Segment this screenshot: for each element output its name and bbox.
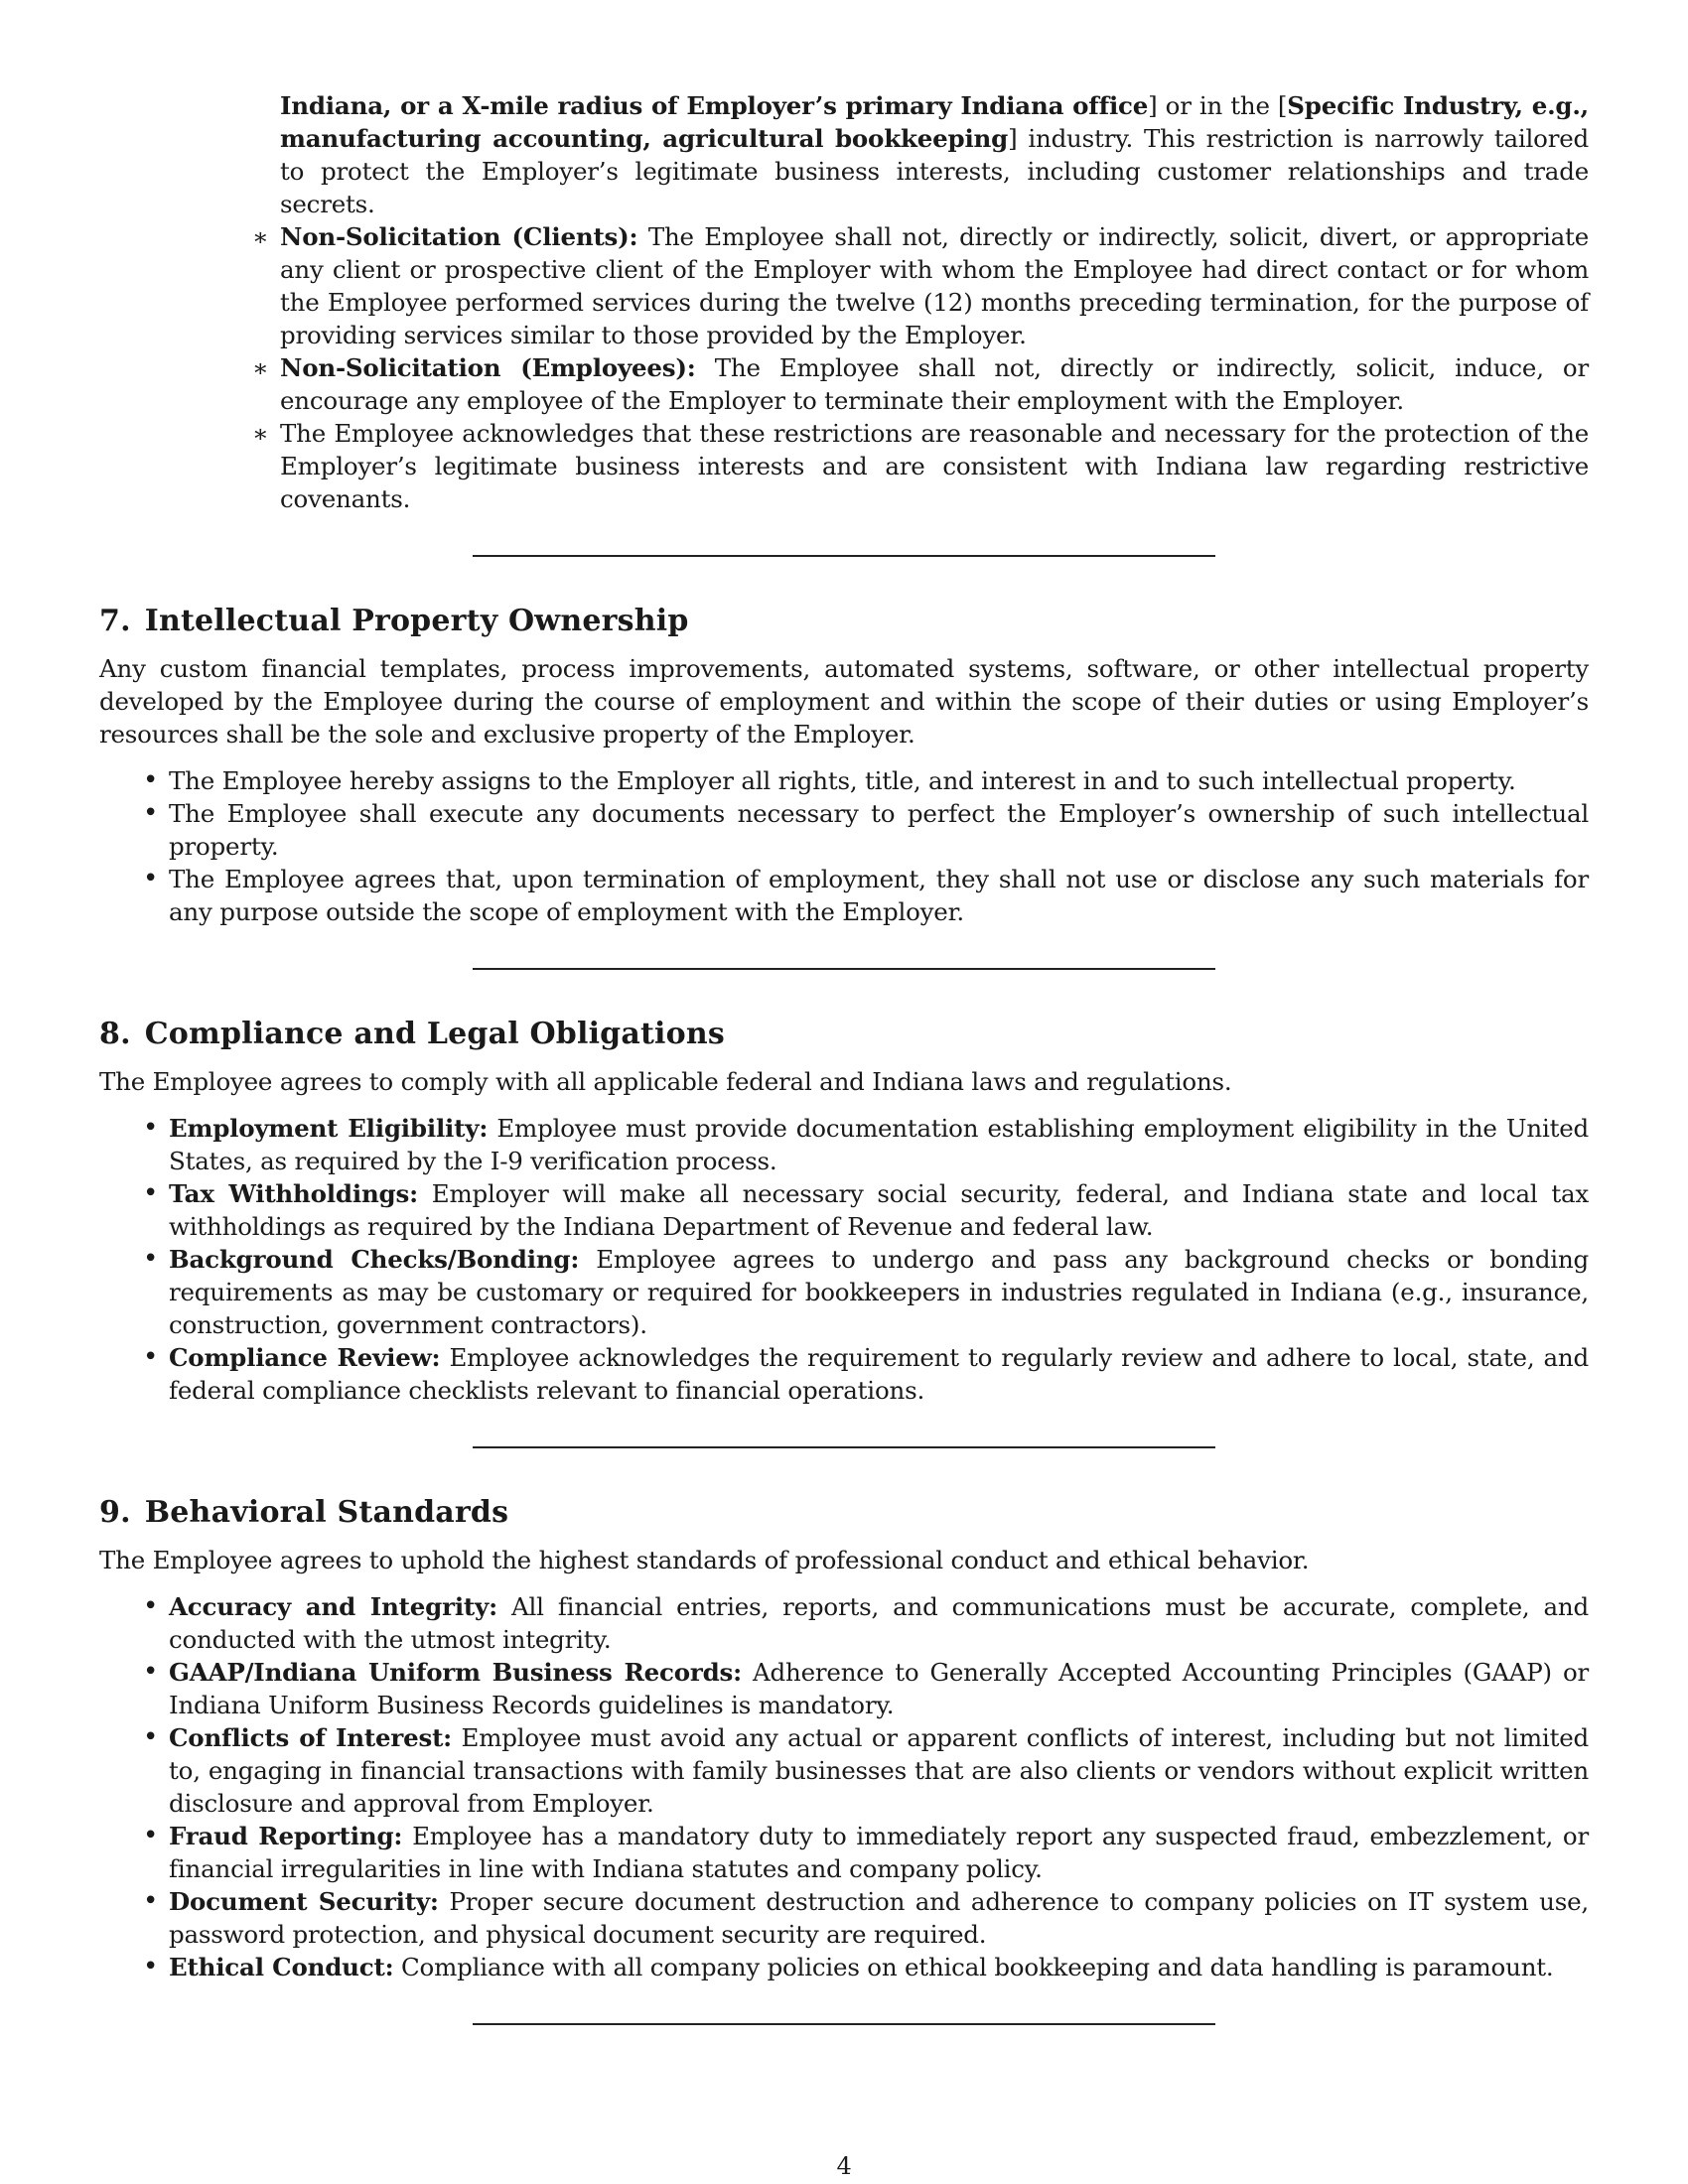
page-number: 4	[836, 2152, 852, 2180]
section-number: 7.	[99, 604, 131, 638]
item-label: Fraud Reporting:	[169, 1822, 403, 1850]
section-divider	[473, 968, 1215, 970]
list-item	[169, 1820, 1589, 1885]
section-intro: Any custom financial templates, process improvements, automated systems, software, or other intellectual property developed by the Employee during the course of employment and within the scope of their duties or using Employer’s resources shall be the sole and exclusive property of the Employer.	[99, 654, 1589, 749]
item-text: The Employee acknowledges that these restrictions are reasonable and necessary for the protection of the Employer’s legitimate business interests and are consistent with Indiana law regarding restrictive covenants.	[280, 419, 1589, 513]
list-item	[169, 1341, 1589, 1407]
section-heading-8	[99, 1016, 1589, 1053]
item-label: Document Security:	[169, 1887, 439, 1916]
section-title: Compliance and Legal Obligations	[144, 1017, 725, 1051]
section-divider	[473, 1446, 1215, 1448]
list-item	[280, 417, 1589, 515]
item-label: Conflicts of Interest:	[169, 1723, 453, 1752]
industry-scope: Specific Industry, e.g., manufacturing accounting, agricultural bookkeeping	[280, 91, 1590, 153]
section-divider	[473, 2023, 1215, 2025]
list-item	[169, 1721, 1589, 1820]
item-text: Employee acknowledges the requirement to regularly review and adhere to local, state, and federal compliance checklists relevant to financial operations.	[169, 1343, 1589, 1405]
section-number: 9.	[99, 1495, 131, 1530]
text-fragment: ] industry. This restriction is narrowly tailored to protect the Employer’s legitimate business interests, including customer relationships and trade secrets.	[280, 124, 1589, 218]
list-item: • The Employee agrees that, upon termination of employment, they shall not use or disclose any such materials for any purpose outside the scope of employment with the Employer.	[169, 863, 1589, 928]
item-text: The Employee shall not, directly or indirectly, solicit, divert, or appropriate any client or prospective client of the Employer with whom the Employee had direct contact or for whom the Employee performed services during the twelve (12) months preceding termination, for the purpose of providing services similar to those provided by the Employer.	[280, 222, 1589, 349]
item-text: Employer will make all necessary social security, federal, and Indiana state and local tax withholdings as required by the Indiana Department of Revenue and federal law.	[169, 1179, 1589, 1241]
list-item	[280, 351, 1589, 417]
list-item	[169, 1590, 1589, 1656]
item-label: GAAP/Indiana Uniform Business Records:	[169, 1658, 742, 1687]
page-content	[99, 89, 1589, 2025]
list-item	[280, 220, 1589, 351]
list-item	[169, 1951, 1589, 1983]
behavior-list	[169, 1590, 1589, 1983]
list-item	[169, 1656, 1589, 1721]
item-text: Proper secure document destruction and adherence to company policies on IT system use, password protection, and physical document security are required.	[169, 1887, 1589, 1949]
item-label: Background Checks/Bonding:	[169, 1245, 580, 1274]
compliance-list	[169, 1112, 1589, 1407]
list-item	[169, 1177, 1589, 1243]
section-intro: The Employee agrees to uphold the highest standards of professional conduct and ethical behavior.	[99, 1546, 1310, 1574]
item-text: Compliance with all company policies on ethical bookkeeping and data handling is paramount.	[393, 1953, 1554, 1981]
list-item	[169, 1243, 1589, 1341]
list-item: • The Employee hereby assigns to the Employer all rights, title, and interest in and to such intellectual property.	[169, 764, 1589, 797]
list-item	[169, 1112, 1589, 1177]
non-compete-continuation	[280, 89, 1589, 220]
section-intro: The Employee agrees to comply with all applicable federal and Indiana laws and regulations.	[99, 1067, 1232, 1096]
list-item	[169, 1885, 1589, 1951]
item-text: Employee must avoid any actual or apparent conflicts of interest, including but not limited to, engaging in financial transactions with family businesses that are also clients or vendors without explicit written disclosure and approval from Employer.	[169, 1723, 1589, 1818]
item-text: All financial entries, reports, and communications must be accurate, complete, and conducted with the utmost integrity.	[169, 1592, 1589, 1654]
item-label: Non-Solicitation (Clients):	[280, 222, 638, 251]
section-number: 8.	[99, 1017, 131, 1051]
item-text: Employee has a mandatory duty to immediately report any suspected fraud, embezzlement, or financial irregularities in line with Indiana statutes and company policy.	[169, 1822, 1589, 1883]
item-text: Employee agrees to undergo and pass any background checks or bonding requirements as may be customary or required for bookkeepers in industries regulated in Indiana (e.g., insurance, construction, government contractors).	[169, 1245, 1590, 1339]
item-text: Adherence to Generally Accepted Accounting Principles (GAAP) or Indiana Uniform Business Records guidelines is mandatory.	[169, 1658, 1590, 1719]
item-label: Ethical Conduct:	[169, 1953, 394, 1981]
item-text: Employee must provide documentation establishing employment eligibility in the United States, as required by the I-9 verification process.	[169, 1114, 1590, 1175]
restrictive-covenants-list	[280, 89, 1589, 515]
item-text: The Employee shall not, directly or indirectly, solicit, induce, or encourage any employee of the Employer to terminate their employment with the Employer.	[280, 353, 1589, 415]
section-title: Behavioral Standards	[144, 1495, 509, 1530]
geographic-scope: Indiana, or a X-mile radius of Employer’s primary Indiana office	[280, 91, 1149, 120]
item-label: Compliance Review:	[169, 1343, 441, 1372]
section-divider	[473, 555, 1215, 557]
text-fragment: ] or in the [	[1148, 91, 1288, 120]
item-label: Accuracy and Integrity:	[169, 1592, 497, 1621]
list-item: • The Employee shall execute any documents necessary to perfect the Employer’s ownership of such intellectual property.	[169, 797, 1589, 863]
ip-list	[169, 764, 1589, 928]
section-title: Intellectual Property Ownership	[144, 604, 689, 638]
section-heading-9	[99, 1494, 1589, 1532]
section-heading-7	[99, 603, 1589, 640]
item-label: Employment Eligibility:	[169, 1114, 489, 1143]
item-label: Non-Solicitation (Employees):	[280, 353, 696, 382]
item-label: Tax Withholdings:	[169, 1179, 418, 1208]
